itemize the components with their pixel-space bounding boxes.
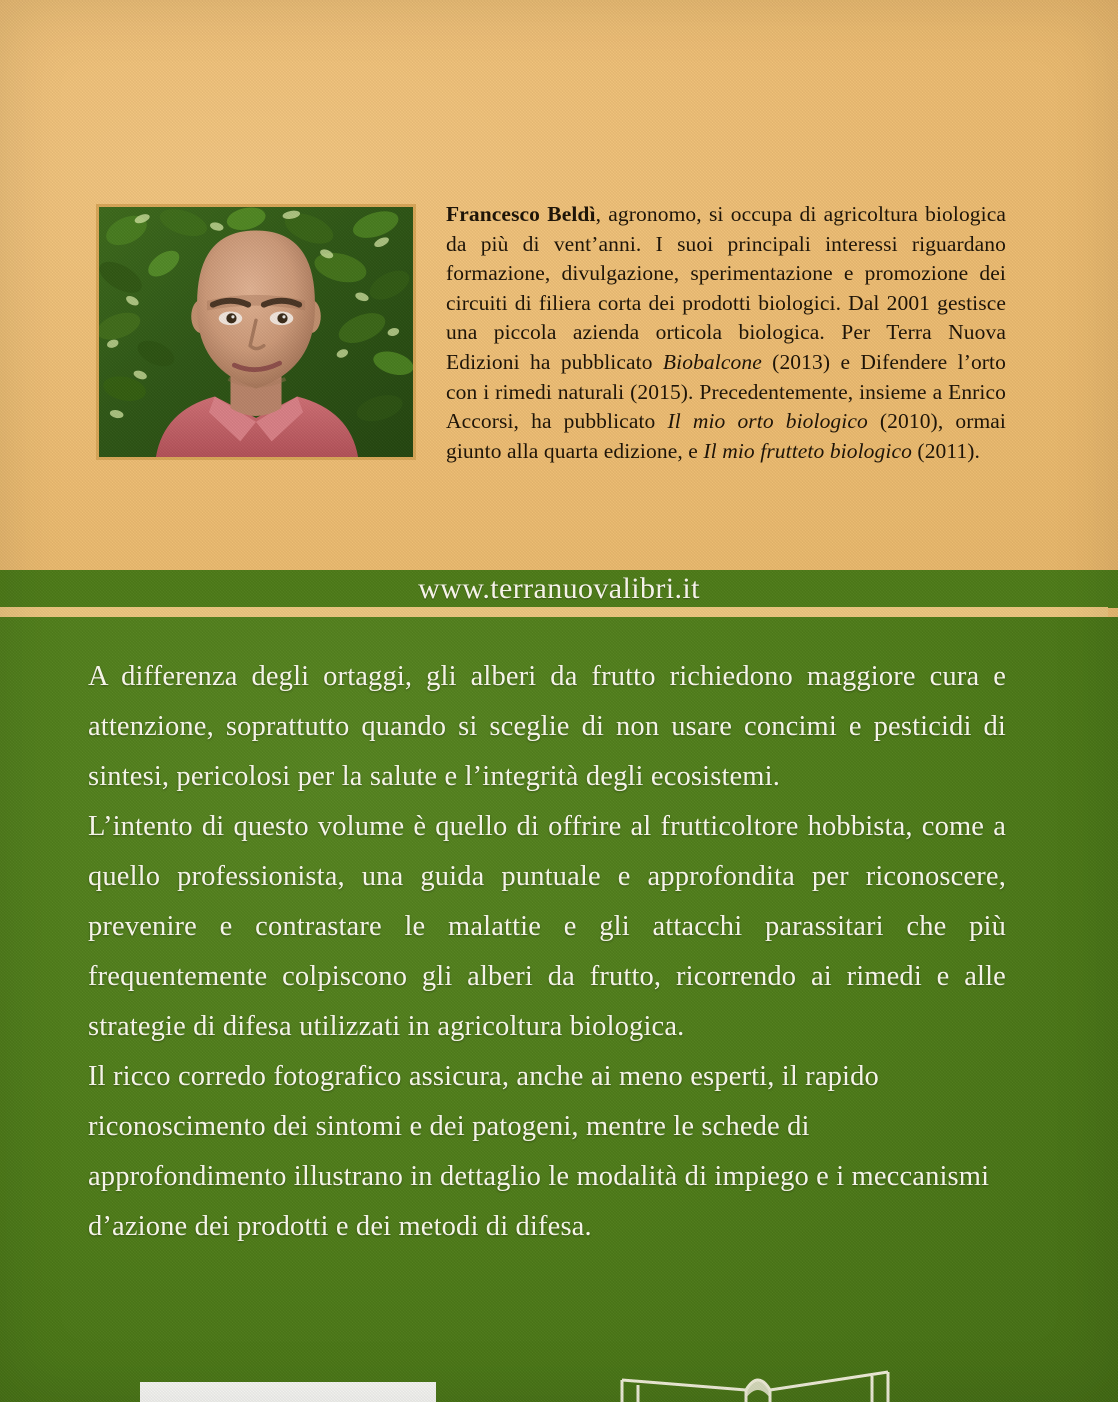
work-title-il-mio-orto-biologico: Il mio orto biologico [667,409,868,434]
bio-text-3: (2010), ormai giunto alla quarta edizione, e [446,409,1006,463]
bio-text-1: , agronomo, si occupa di agricoltura biologica da più di vent’anni. I suoi principali interessi riguardano formazione, divulgazione, sperimentazione e promozione dei circuiti di filiera corta dei prodotti biologici. Dal 2001 gestisce una piccola azienda orticola biologica. Per Terra Nuova Edizioni ha pubblicato [446,202,1006,374]
blurb-paragraph-1: A differenza degli ortaggi, gli alberi da frutto richiedono maggiore cura e attenzione, soprattutto quando si sceglie di non usare concimi e pesticidi di sintesi, pericolosi per la salute e l’integrità degli ecosistemi. [88,661,1006,792]
bio-text-4: (2011). [911,438,981,463]
bio-text-2: (2013) e Difendere l’orto con i rimedi naturali (2015). Precedentemente, insieme a Enrico Accorsi, ha pubblicato [446,349,1006,434]
back-cover-blurb [88,652,1006,1252]
blurb-paragraph-2: L’intento di questo volume è quello di offrire al frutticoltore hobbista, come a quello professionista, una guida puntuale e approfondita per riconoscere, prevenire e contrastare le malattie e gli attacchi parassitari che più frequentemente colpiscono gli alberi da frutto, ricorrendo ai rimedi e alle strategie di difesa utilizzati in agricoltura biologica. [88,811,1006,1042]
website-band [0,570,1118,608]
author-photo [96,204,416,460]
blurb-paragraph-3: Il ricco corredo fotografico assicura, anche ai meno esperti, il rapido riconoscimento dei sintomi e dei patogeni, mentre le schede di approfondimento illustrano in dettaglio le modalità di impiego e i meccanismi d’azione dei prodotti e dei metodi di difesa. [88,1061,990,1242]
author-name: Francesco Beldì [446,202,596,226]
work-title-il-mio-frutteto-biologico: Il mio frutteto biologico [703,438,912,463]
divider-stripe [0,607,1108,617]
open-book-icon [618,1368,892,1402]
author-bio [446,200,1006,466]
work-title-biobalcone: Biobalcone [662,349,762,374]
author-portrait-image [99,207,413,457]
barcode-area [140,1382,436,1402]
publisher-website-url[interactable]: www.terranuovalibri.it [418,572,700,605]
publisher-logo [618,1368,892,1402]
